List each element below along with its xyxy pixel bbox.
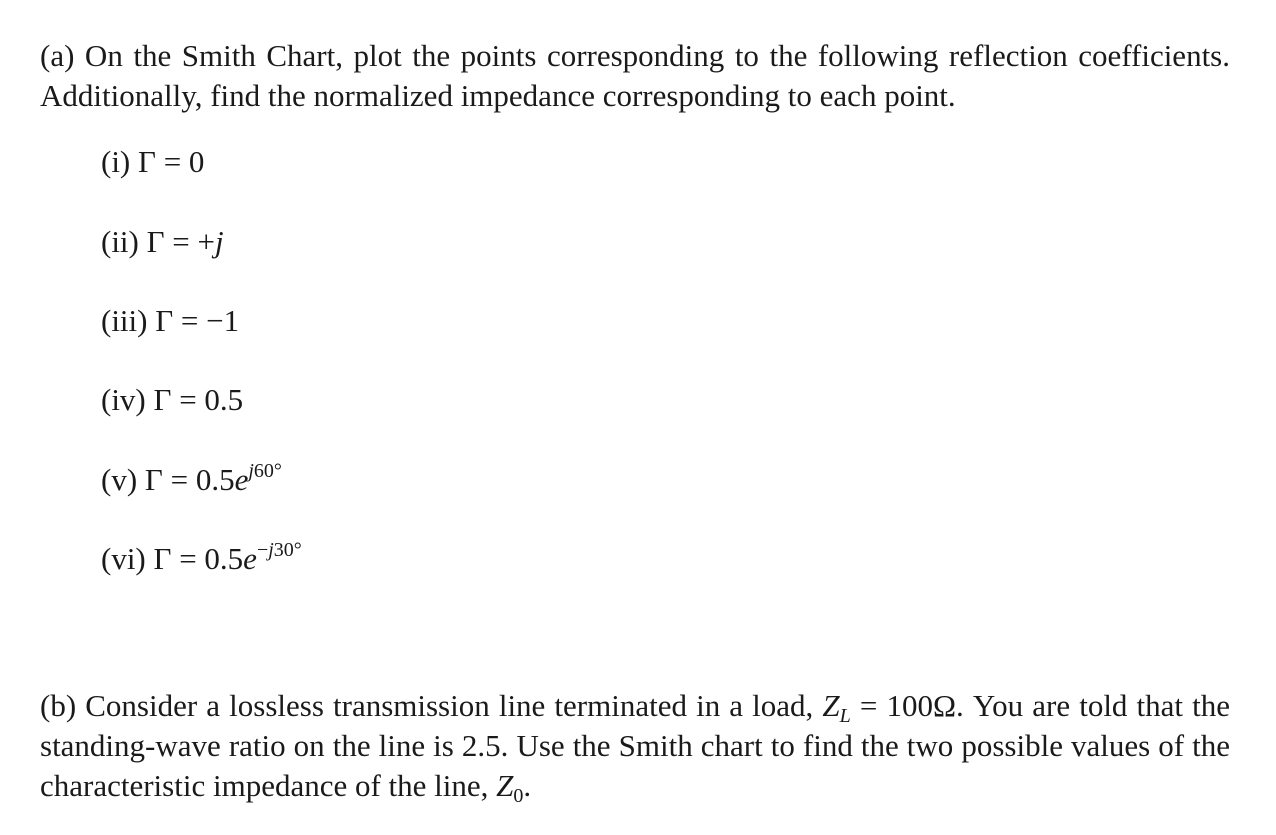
part-b-paragraph bbox=[40, 686, 1230, 806]
z0-subscript: 0 bbox=[513, 785, 524, 807]
item-label: (ii) bbox=[101, 224, 139, 259]
euler-e: e bbox=[234, 462, 249, 497]
euler-e: e bbox=[243, 541, 257, 576]
gamma-symbol: Γ bbox=[153, 541, 172, 576]
item-label: (iv) bbox=[101, 382, 146, 417]
item-label: (vi) bbox=[101, 541, 146, 576]
exponent-angle: 60° bbox=[253, 460, 282, 482]
item-value: 0 bbox=[188, 144, 205, 179]
equals-sign: = bbox=[171, 382, 205, 417]
item-vi bbox=[101, 539, 302, 579]
exponent-angle: 30° bbox=[273, 539, 302, 561]
exponent-j: j bbox=[248, 460, 254, 482]
part-b-text-3: . bbox=[523, 768, 532, 803]
item-ii bbox=[101, 222, 224, 262]
item-iii bbox=[101, 301, 239, 341]
item-value: 0.5 bbox=[195, 462, 235, 497]
item-iv bbox=[101, 380, 243, 420]
item-label: (v) bbox=[101, 462, 138, 497]
zl-subscript-text: L bbox=[839, 705, 851, 727]
z0-symbol: Z bbox=[496, 768, 514, 803]
zl-symbol: Z bbox=[822, 688, 840, 723]
exponent bbox=[257, 539, 302, 561]
gamma-symbol: Γ bbox=[155, 303, 174, 338]
equals-sign: = bbox=[164, 224, 198, 259]
item-value: + bbox=[197, 224, 216, 259]
item-value: −1 bbox=[206, 303, 240, 338]
equals-sign: = bbox=[173, 303, 207, 338]
gamma-symbol: Γ bbox=[144, 462, 163, 497]
item-value: 0.5 bbox=[204, 541, 244, 576]
part-a-text: (a) On the Smith Chart, plot the points corresponding to the following reflection coefficients. Additionally, find the normalized impedance corresponding to each point. bbox=[40, 38, 1230, 113]
item-i bbox=[101, 142, 204, 182]
gamma-symbol: Γ bbox=[153, 382, 172, 417]
item-v bbox=[101, 460, 282, 500]
exponent-j: j bbox=[268, 539, 274, 561]
equals-sign: = bbox=[162, 462, 196, 497]
exponent-sign: − bbox=[256, 539, 269, 561]
gamma-symbol: Γ bbox=[146, 224, 165, 259]
part-b-text-1: (b) Consider a lossless transmission line terminated in a load, bbox=[40, 688, 823, 723]
part-a-paragraph bbox=[40, 36, 1230, 116]
item-label: (i) bbox=[101, 144, 131, 179]
gamma-symbol: Γ bbox=[138, 144, 156, 179]
item-value: 0.5 bbox=[204, 382, 244, 417]
exponent bbox=[248, 460, 282, 482]
zl-subscript bbox=[840, 705, 851, 727]
part-b-text-2: = 100Ω. You are told that the standing-wave ratio on the line is 2.5. Use the Smith chart to find the two possible values of the characteristic impedance of the line, bbox=[40, 688, 1231, 803]
item-value-j: j bbox=[215, 224, 224, 259]
equals-sign: = bbox=[171, 541, 205, 576]
item-label: (iii) bbox=[101, 303, 148, 338]
equals-sign: = bbox=[155, 144, 189, 179]
